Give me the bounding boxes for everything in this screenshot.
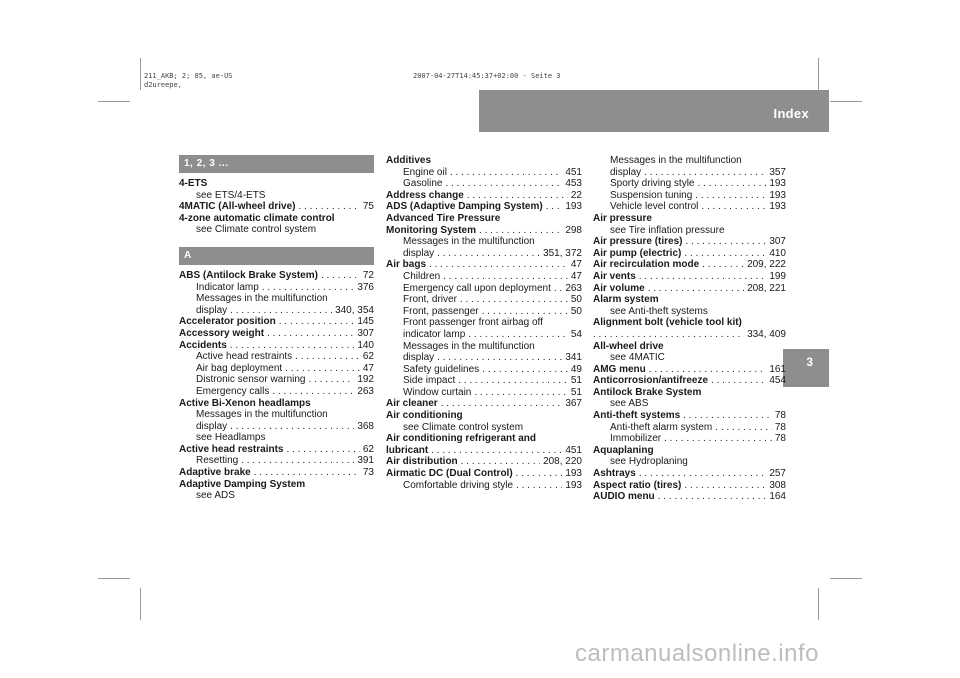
entry-page: 199 [769,270,786,282]
index-subentry: Messages in the multifunction [403,236,535,248]
index-subentry [386,248,582,260]
entry-page: 376 [357,281,374,293]
entry-page: 192 [357,374,374,386]
entry-term: Side impact [403,375,456,387]
index-entry [179,316,374,328]
index-subentry: see Anti-theft systems [610,305,708,317]
entry-page: 410 [769,247,786,259]
index-entry [179,270,374,282]
entry-page: 164 [769,491,786,503]
entry-page: 451 [565,166,582,178]
index-subentry [386,271,582,283]
index-subentry [386,375,582,387]
index-subentry [386,294,582,306]
index-subentry: Messages in the multifunction [196,293,328,305]
entry-term: ADS (Adaptive Damping System) [386,201,543,213]
entry-page: 49 [570,363,582,375]
entry-term: Air recirculation mode [593,259,700,271]
entry-term: Sporty driving style [610,178,695,190]
entry-term: indicator lamp [403,328,466,340]
entry-term: Resetting [196,455,239,467]
entry-page: 145 [357,316,374,328]
index-subentry [179,363,374,375]
index-entry [593,375,786,387]
section-header: 1, 2, 3 ... [179,155,374,173]
entry-page: 451 [565,444,582,456]
index-entry [593,410,786,422]
index-entry: Air pressure [593,212,652,224]
index-column-3 [593,155,786,503]
entry-term: ABS (Antilock Brake System) [179,269,318,281]
entry-term: Air cleaner [386,398,438,410]
entry-term: Ashtrays [593,468,636,480]
index-subentry [179,421,374,433]
entry-page: 75 [362,201,374,213]
entry-page: 263 [565,282,582,294]
crop-mark [830,578,862,579]
entry-page: 208, 220 [543,456,582,468]
index-subentry [593,329,786,341]
index-subentry: Messages in the multifunction [403,340,535,352]
index-subentry [593,167,786,179]
index-subentry [386,387,582,399]
index-subentry [593,201,786,213]
index-label: Index [773,106,809,121]
index-entry [593,271,786,283]
index-entry: Alarm system [593,294,659,306]
entry-page: 351, 372 [543,247,582,259]
entry-page: 50 [570,294,582,306]
index-subentry: Front passenger front airbag off [403,317,543,329]
index-subentry [179,374,374,386]
index-entry [386,190,582,202]
entry-page: 62 [362,443,374,455]
index-entry [179,340,374,352]
index-entry [593,259,786,271]
index-entry [386,468,582,480]
index-subentry: Messages in the multifunction [610,155,742,166]
section-header: A [179,247,374,265]
entry-page: 50 [570,305,582,317]
entry-term: Air bags [386,259,427,271]
entry-term: Vehicle level control [610,201,699,213]
watermark: carmanualsonline.info [575,640,819,667]
index-entry [593,491,786,503]
header-line: d2ureepe, [144,81,182,89]
entry-term: Anticorrosion/antifreeze [593,375,709,387]
index-subentry [386,329,582,341]
index-entry [386,398,582,410]
entry-term: Distronic sensor warning [196,374,306,386]
crop-mark [818,58,819,90]
index-subentry: see Climate control system [403,421,524,433]
entry-term: Air bag deployment [196,362,283,374]
entry-page: 263 [357,385,374,397]
index-entry [593,236,786,248]
entry-page: 453 [565,178,582,190]
entry-term: display [610,166,642,178]
index-subentry [386,480,582,492]
index-entry [593,248,786,260]
entry-page: 47 [570,270,582,282]
index-entry: 4-zone automatic climate control [179,212,335,224]
entry-term: Comfortable driving style [403,479,514,491]
index-entry [386,225,582,237]
entry-term: display [196,304,228,316]
entry-page: 22 [570,189,582,201]
index-subentry: see 4MATIC [610,352,665,364]
index-subentry: see ABS [610,398,649,410]
entry-term: Air volume [593,282,645,294]
page-number: 3 [806,355,813,369]
index-entry: Air conditioning [386,410,463,422]
entry-page: 454 [769,375,786,387]
entry-term: Anti-theft systems [593,410,681,422]
entry-page: 357 [769,166,786,178]
index-entry [593,468,786,480]
entry-term: Front, passenger [403,305,479,317]
index-entry: Active Bi-Xenon headlamps [179,397,311,409]
entry-term: Monitoring System [386,224,477,236]
entry-term: AMG menu [593,363,646,375]
entry-page: 140 [357,339,374,351]
entry-term: Accelerator position [179,316,276,328]
entry-page: 193 [565,468,582,480]
index-subentry [386,178,582,190]
index-subentry [593,190,786,202]
entry-page: 54 [570,328,582,340]
index-subentry: see ETS/4-ETS [196,189,266,201]
entry-page: 334, 409 [747,328,786,340]
entry-page: 340, 354 [335,304,374,316]
index-entry [179,467,374,479]
entry-term: Active head restraints [179,443,284,455]
entry-term: Emergency call upon deployment [403,282,551,294]
entry-term: Engine oil [403,166,447,178]
entry-page: 193 [565,479,582,491]
index-subentry [593,422,786,434]
index-entry: Adaptive Damping System [179,478,306,490]
entry-page: 193 [769,201,786,213]
index-subentry [386,167,582,179]
entry-page: 307 [769,236,786,248]
entry-term: lubricant [386,444,429,456]
index-entry [386,259,582,271]
index-subentry [179,305,374,317]
index-entry [179,328,374,340]
entry-term: Air distribution [386,456,458,468]
entry-page: 47 [362,362,374,374]
index-entry: Air conditioning refrigerant and [386,433,537,445]
index-entry [593,283,786,295]
index-column-2 [386,155,582,491]
entry-page: 208, 221 [747,282,786,294]
entry-term: Window curtain [403,386,472,398]
index-subentry: see Headlamps [196,432,266,444]
index-subentry: Messages in the multifunction [196,409,328,421]
index-subentry [593,433,786,445]
entry-page: 298 [565,224,582,236]
index-tab [479,90,829,132]
index-entry [593,480,786,492]
crop-mark [98,101,130,102]
index-subentry [179,282,374,294]
crop-mark [140,588,141,620]
index-entry [179,444,374,456]
index-subentry [386,306,582,318]
entry-term: Address change [386,189,464,201]
entry-page: 161 [769,363,786,375]
entry-page: 308 [769,479,786,491]
entry-page: 51 [570,375,582,387]
entry-page: 367 [565,398,582,410]
entry-term: Adaptive brake [179,467,251,479]
index-entry: Additives [386,155,432,166]
index-subentry [386,352,582,364]
entry-term: Safety guidelines [403,363,480,375]
entry-term: Accessory weight [179,327,265,339]
page-number-tab [783,349,829,387]
index-subentry [386,364,582,376]
index-entry [179,201,374,213]
entry-term: Front, driver [403,294,457,306]
index-entry: Alignment bolt (vehicle tool kit) [593,317,742,329]
entry-page: 78 [774,410,786,422]
index-subentry [386,283,582,295]
index-entry [386,456,582,468]
index-entry: Aquaplaning [593,444,654,456]
index-subentry [179,386,374,398]
entry-page: 73 [362,467,374,479]
entry-term: display [196,420,228,432]
index-subentry: see Hydroplaning [610,456,688,468]
entry-page: 193 [565,201,582,213]
entry-page: 47 [570,259,582,271]
entry-page: 78 [774,421,786,433]
index-entry: 4-ETS [179,178,208,189]
header-line: 211_AKB; 2; 85, ae-US [144,72,233,80]
entry-term: Indicator lamp [196,281,259,293]
entry-page: 193 [769,178,786,190]
entry-page: 72 [362,269,374,281]
index-subentry: see Climate control system [196,224,317,236]
print-header-left [144,72,233,90]
print-header-center: 2007-04-27T14:45:37+02:00 - Seite 3 [413,72,561,80]
entry-term: 4MATIC (All-wheel drive) [179,201,296,213]
entry-term: Gasoline [403,178,443,190]
index-subentry [593,178,786,190]
crop-mark [818,588,819,620]
index-entry [386,201,582,213]
entry-term: Immobilizer [610,433,662,445]
entry-page: 307 [357,327,374,339]
entry-page: 257 [769,468,786,480]
index-subentry: see Tire inflation pressure [610,224,725,236]
entry-page: 209, 222 [747,259,786,271]
entry-page: 193 [769,189,786,201]
crop-mark [98,578,130,579]
entry-page: 368 [357,420,374,432]
entry-page: 341 [565,352,582,364]
entry-term: Anti-theft alarm system [610,421,713,433]
entry-term: Children [403,270,441,282]
index-column-1 [179,155,374,502]
entry-term: Active head restraints [196,351,293,363]
entry-term: Air pump (electric) [593,247,682,259]
index-subentry [179,455,374,467]
crop-mark [830,101,862,102]
index-entry [386,445,582,457]
entry-term: display [403,247,435,259]
index-subentry: see ADS [196,490,235,502]
entry-term: Aspect ratio (tires) [593,479,682,491]
entry-term: Emergency calls [196,385,270,397]
index-entry [593,364,786,376]
index-entry: Antilock Brake System [593,386,702,398]
index-subentry [179,351,374,363]
entry-page: 62 [362,351,374,363]
entry-page: 78 [774,433,786,445]
index-entry: Advanced Tire Pressure [386,212,501,224]
entry-term: Accidents [179,339,227,351]
entry-page: 391 [357,455,374,467]
entry-term: Suspension tuning [610,189,693,201]
entry-term: AUDIO menu [593,491,655,503]
entry-page: 51 [570,386,582,398]
entry-term: Air vents [593,270,636,282]
entry-term: display [403,352,435,364]
entry-term: Air pressure (tires) [593,236,683,248]
crop-mark [140,58,141,90]
index-entry: All-wheel drive [593,340,664,352]
entry-term: Airmatic DC (Dual Control) [386,468,513,480]
